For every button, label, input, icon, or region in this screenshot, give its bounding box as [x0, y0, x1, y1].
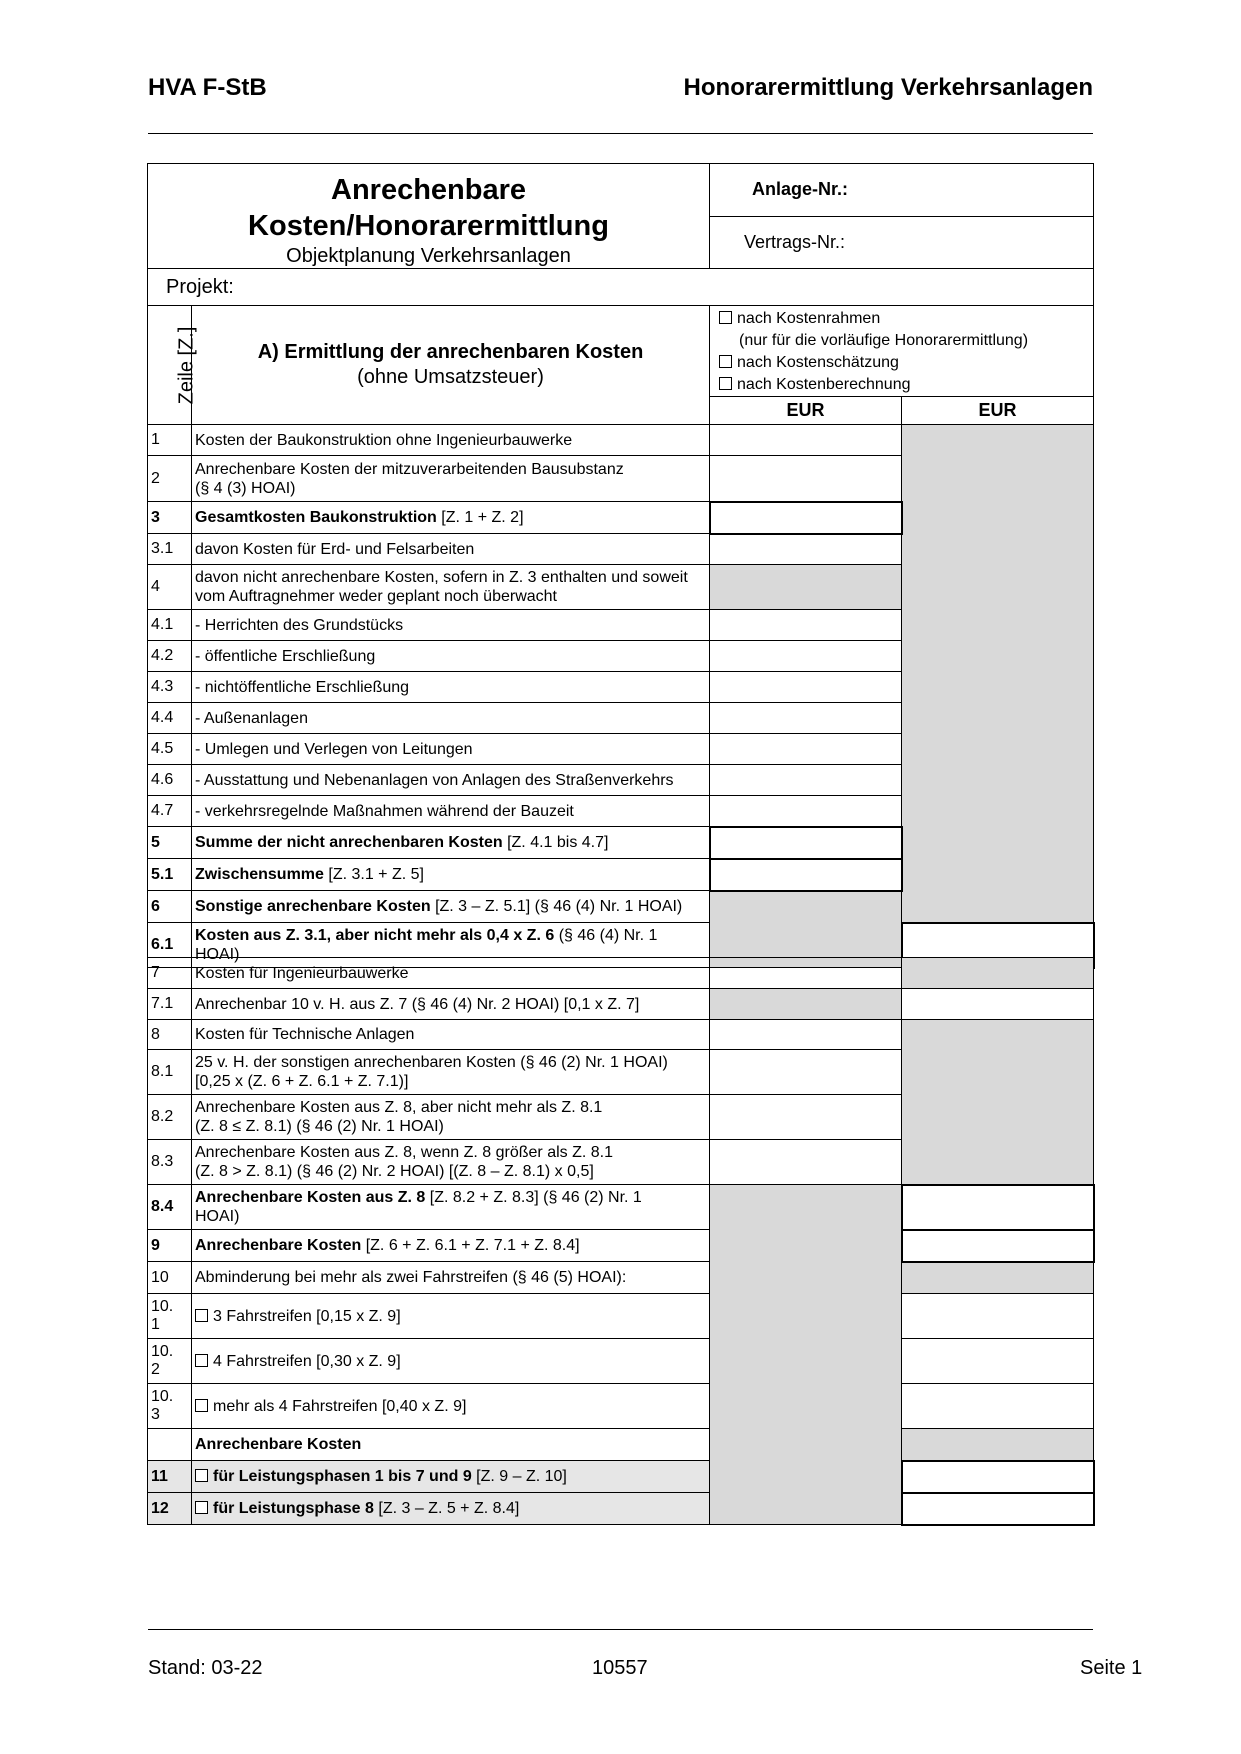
row-number: 1: [148, 425, 192, 456]
footer-page: Seite 1: [1080, 1657, 1143, 1679]
blocked-cell: [710, 891, 902, 968]
table-row: [148, 1461, 1094, 1493]
value-cell-eur2[interactable]: [902, 989, 1094, 1020]
row-number: [148, 1429, 192, 1461]
row-description: Kosten für Technische Anlagen: [192, 1020, 710, 1050]
row-number: 10. 2: [148, 1339, 192, 1384]
row-description: Anrechenbare Kosten der mitzuverarbeitenden Bausubstanz (§ 4 (3) HOAI): [192, 456, 710, 502]
value-cell-eur1[interactable]: [710, 641, 902, 672]
checkbox-icon[interactable]: [195, 1501, 208, 1514]
projekt-field[interactable]: Projekt:: [148, 269, 1094, 306]
table-row: [148, 1020, 1094, 1050]
row-description: Kosten aus Z. 3.1, aber nicht mehr als 0,4 x Z. 6 (§ 46 (4) Nr. 1 HOAI): [192, 923, 710, 968]
row-number: 11: [148, 1461, 192, 1493]
option-kostenschaetzung[interactable]: [719, 352, 1090, 374]
value-cell-eur2[interactable]: [902, 1230, 1094, 1262]
option-kostenrahmen[interactable]: [719, 308, 1090, 330]
row-description: - öffentliche Erschließung: [192, 641, 710, 672]
projekt-row: [148, 269, 1094, 306]
currency-col2: EUR: [902, 397, 1094, 425]
row-number: 8.4: [148, 1185, 192, 1230]
value-cell-eur1[interactable]: [710, 734, 902, 765]
value-cell-eur1[interactable]: [710, 534, 902, 565]
row-description: Kosten der Baukonstruktion ohne Ingenieurbauwerke: [192, 425, 710, 456]
row-number: 4.3: [148, 672, 192, 703]
checkbox-icon[interactable]: [719, 311, 732, 324]
option-kostenrahmen-note: (nur für die vorläufige Honorarermittlung): [739, 332, 1029, 349]
row-number: 5.1: [148, 859, 192, 891]
row-number: 10. 1: [148, 1294, 192, 1339]
row-description: - Herrichten des Grundstücks: [192, 610, 710, 641]
checkbox-icon[interactable]: [719, 377, 732, 390]
blocked-cell: [902, 958, 1094, 989]
blocked-cell: [902, 1262, 1094, 1294]
header-right-title: Honorarermittlung Verkehrsanlagen: [683, 74, 1093, 101]
row-description: - nichtöffentliche Erschließung: [192, 672, 710, 703]
row-number: 4.6: [148, 765, 192, 796]
blocked-cell: [902, 425, 1094, 923]
value-cell-eur1[interactable]: [710, 502, 902, 534]
value-cell-eur1[interactable]: [710, 958, 902, 989]
vertrags-nr-field[interactable]: Vertrags-Nr.:: [710, 216, 1094, 269]
row-description[interactable]: mehr als 4 Fahrstreifen [0,40 x Z. 9]: [192, 1384, 710, 1429]
section-title: [192, 306, 710, 425]
table-row: [148, 1384, 1094, 1429]
row-number: 6.1: [148, 923, 192, 968]
blocked-cell: [902, 1020, 1094, 1185]
row-number: 3: [148, 502, 192, 534]
blocked-cell: [710, 565, 902, 610]
value-cell-eur2[interactable]: [902, 1461, 1094, 1493]
row-number: 2: [148, 456, 192, 502]
row-number: 8.3: [148, 1140, 192, 1185]
footer-code: 10557: [592, 1657, 648, 1679]
value-cell-eur1[interactable]: [710, 456, 902, 502]
row-description: davon Kosten für Erd- und Felsarbeiten: [192, 534, 710, 565]
row-description: - Umlegen und Verlegen von Leitungen: [192, 734, 710, 765]
row-description[interactable]: 4 Fahrstreifen [0,30 x Z. 9]: [192, 1339, 710, 1384]
blocked-cell: [710, 989, 902, 1020]
header-divider: [148, 133, 1093, 134]
row-number: 4: [148, 565, 192, 610]
value-cell-eur1[interactable]: [710, 1050, 902, 1095]
row-description: davon nicht anrechenbare Kosten, sofern in Z. 3 enthalten und soweit vom Auftragnehmer weder geplant noch überwacht: [192, 565, 710, 610]
table-row: [148, 958, 1094, 989]
footer-divider: [148, 1629, 1093, 1630]
value-cell-eur1[interactable]: [710, 859, 902, 891]
option-kostenberechnung[interactable]: [719, 374, 1090, 396]
checkbox-icon[interactable]: [195, 1354, 208, 1367]
checkbox-icon[interactable]: [195, 1309, 208, 1322]
row-description: Kosten für Ingenieurbauwerke: [192, 958, 710, 989]
blocked-cell: [902, 1429, 1094, 1461]
row-description: Anrechenbare Kosten [Z. 6 + Z. 6.1 + Z. 7.1 + Z. 8.4]: [192, 1230, 710, 1262]
row-description: Zwischensumme [Z. 3.1 + Z. 5]: [192, 859, 710, 891]
value-cell-eur1[interactable]: [710, 425, 902, 456]
value-cell-eur1[interactable]: [710, 1095, 902, 1140]
value-cell-eur1[interactable]: [710, 827, 902, 859]
row-number: 4.2: [148, 641, 192, 672]
cost-basis-options: [710, 306, 1094, 397]
row-description: - Außenanlagen: [192, 703, 710, 734]
row-description[interactable]: für Leistungsphase 8 [Z. 3 – Z. 5 + Z. 8.4]: [192, 1493, 710, 1525]
form-title: [148, 164, 710, 269]
row-number: 4.4: [148, 703, 192, 734]
footer-stand: Stand: 03-22: [148, 1657, 263, 1679]
row-number: 8: [148, 1020, 192, 1050]
option-kostenberechnung-label: nach Kostenberechnung: [737, 376, 911, 393]
row-number: 4.1: [148, 610, 192, 641]
table-row: [148, 1294, 1094, 1339]
table-row: [148, 1230, 1094, 1262]
value-cell-eur1[interactable]: [710, 610, 902, 641]
row-description: Abminderung bei mehr als zwei Fahrstreifen (§ 46 (5) HOAI):: [192, 1262, 710, 1294]
row-number: 8.1: [148, 1050, 192, 1095]
row-description: Anrechenbare Kosten aus Z. 8, wenn Z. 8 größer als Z. 8.1 (Z. 8 > Z. 8.1) (§ 46 (2) Nr. 2 HOAI) [(Z. 8 – Z. 8.1) x 0,5]: [192, 1140, 710, 1185]
form-title-main: Anrechenbare Kosten/Honorarermittlung: [248, 174, 609, 242]
table-row: [148, 1262, 1094, 1294]
row-number: 10: [148, 1262, 192, 1294]
row-description: Sonstige anrechenbare Kosten [Z. 3 – Z. 5.1] (§ 46 (4) Nr. 1 HOAI): [192, 891, 710, 923]
row-number: 4.5: [148, 734, 192, 765]
section-header-row: [148, 306, 1094, 397]
checkbox-icon[interactable]: [195, 1469, 208, 1482]
row-number: 3.1: [148, 534, 192, 565]
table-row: [148, 1185, 1094, 1230]
table-row: [148, 1429, 1094, 1461]
header-left-title: HVA F-StB: [148, 74, 267, 101]
value-cell-eur1[interactable]: [710, 1140, 902, 1185]
row-description: - Ausstattung und Nebenanlagen von Anlagen des Straßenverkehrs: [192, 765, 710, 796]
table-row: [148, 989, 1094, 1020]
row-description: Summe der nicht anrechenbaren Kosten [Z. 4.1 bis 4.7]: [192, 827, 710, 859]
cost-form-table: [147, 163, 1095, 969]
row-number: 7: [148, 958, 192, 989]
row-description: Gesamtkosten Baukonstruktion [Z. 1 + Z. 2]: [192, 502, 710, 534]
row-description: Anrechenbar 10 v. H. aus Z. 7 (§ 46 (4) Nr. 2 HOAI) [0,1 x Z. 7]: [192, 989, 710, 1020]
table-row: [148, 1339, 1094, 1384]
currency-col1: EUR: [710, 397, 902, 425]
row-number: 7.1: [148, 989, 192, 1020]
row-number: 4.7: [148, 796, 192, 827]
row-number: 8.2: [148, 1095, 192, 1140]
table-row: [148, 1493, 1094, 1525]
row-description: Anrechenbare Kosten: [192, 1429, 710, 1461]
value-cell-eur1[interactable]: [710, 672, 902, 703]
form-title-sub: Objektplanung Verkehrsanlagen: [286, 245, 571, 267]
row-description: Anrechenbare Kosten aus Z. 8, aber nicht mehr als Z. 8.1 (Z. 8 ≤ Z. 8.1) (§ 46 (2) Nr. 1 HOAI): [192, 1095, 710, 1140]
option-kostenschaetzung-label: nach Kostenschätzung: [737, 354, 899, 371]
checkbox-icon[interactable]: [195, 1399, 208, 1412]
value-cell-eur2[interactable]: [902, 1384, 1094, 1429]
row-number: 6: [148, 891, 192, 923]
value-cell-eur1[interactable]: [710, 765, 902, 796]
anlage-nr-field[interactable]: Anlage-Nr.:: [710, 164, 1094, 217]
blocked-cell: [710, 1185, 902, 1525]
row-description: - verkehrsregelnde Maßnahmen während der Bauzeit: [192, 796, 710, 827]
row-description[interactable]: 3 Fahrstreifen [0,15 x Z. 9]: [192, 1294, 710, 1339]
section-title-sub: (ohne Umsatzsteuer): [357, 366, 544, 388]
zeile-column-header: [148, 306, 198, 425]
row-description[interactable]: für Leistungsphasen 1 bis 7 und 9 [Z. 9 – Z. 10]: [192, 1461, 710, 1493]
value-cell-eur2[interactable]: [902, 1339, 1094, 1384]
value-cell-eur2[interactable]: [902, 1493, 1094, 1525]
value-cell-eur1[interactable]: [710, 1020, 902, 1050]
section-title-main: A) Ermittlung der anrechenbaren Kosten: [257, 341, 644, 363]
row-description: 25 v. H. der sonstigen anrechenbaren Kosten (§ 46 (2) Nr. 1 HOAI) [0,25 x (Z. 6 + Z. 6.1 + Z. 7.1)]: [192, 1050, 710, 1095]
row-number: 5: [148, 827, 192, 859]
value-cell-eur2[interactable]: [902, 1294, 1094, 1339]
checkbox-icon[interactable]: [719, 355, 732, 368]
row-number: 12: [148, 1493, 192, 1525]
cost-form-table-lower: [147, 957, 1095, 1526]
row-description: Anrechenbare Kosten aus Z. 8 [Z. 8.2 + Z. 8.3] (§ 46 (2) Nr. 1 HOAI): [192, 1185, 710, 1230]
zeile-label: Zeile [Z.]: [175, 326, 198, 404]
row-number: 10. 3: [148, 1384, 192, 1429]
row-number: 9: [148, 1230, 192, 1262]
value-cell-eur1[interactable]: [710, 703, 902, 734]
option-kostenrahmen-label: nach Kostenrahmen: [737, 310, 881, 327]
value-cell-eur1[interactable]: [710, 796, 902, 827]
table-row: [148, 425, 1094, 456]
title-row: [148, 164, 1094, 217]
value-cell-eur2[interactable]: [902, 1185, 1094, 1230]
